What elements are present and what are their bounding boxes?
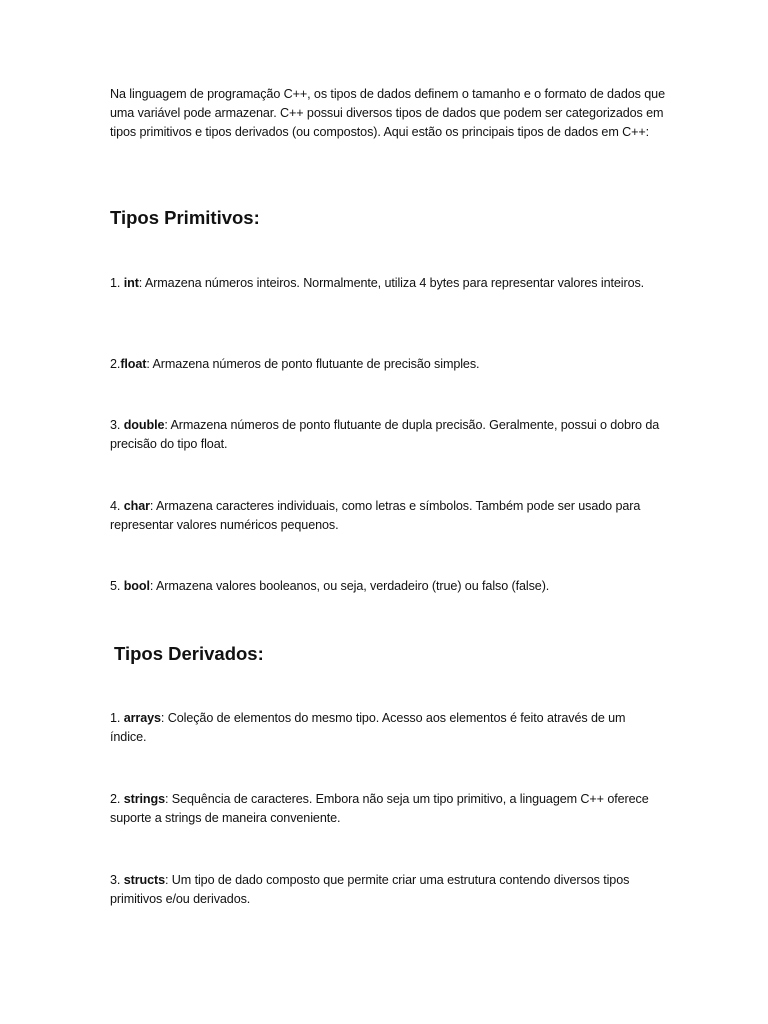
derived-item-strings bbox=[110, 790, 665, 828]
item-description: : Armazena números de ponto flutuante de dupla precisão. Geralmente, possui o dobro da precisão do tipo float. bbox=[110, 418, 660, 451]
primitive-item-bool bbox=[110, 577, 665, 596]
item-number: 3. bbox=[110, 418, 124, 432]
derived-item-arrays bbox=[110, 709, 665, 747]
item-number: 2. bbox=[110, 792, 124, 806]
primitive-item-double bbox=[110, 416, 665, 454]
primitive-item-int bbox=[110, 274, 665, 293]
item-description: : Armazena valores booleanos, ou seja, verdadeiro (true) ou falso (false). bbox=[149, 579, 550, 593]
item-number: 1. bbox=[110, 711, 124, 725]
item-term: double bbox=[123, 418, 165, 432]
item-description: : Armazena caracteres individuais, como letras e símbolos. Também pode ser usado para representar valores numéricos pequenos. bbox=[110, 499, 641, 532]
item-description: : Armazena números inteiros. Normalmente, utiliza 4 bytes para representar valores inteiros. bbox=[138, 276, 645, 290]
item-term: char bbox=[123, 499, 150, 513]
derived-item-structs bbox=[110, 871, 665, 909]
item-number: 3. bbox=[110, 873, 124, 887]
intro-paragraph: Na linguagem de programação C++, os tipos de dados definem o tamanho e o formato de dados que uma variável pode armazenar. C++ possui diversos tipos de dados que podem ser categorizados em tipos primitivos e tipos derivados (ou compostos). Aqui estão os principais tipos de dados em C++: bbox=[110, 87, 665, 139]
item-description: : Sequência de caracteres. Embora não seja um tipo primitivo, a linguagem C++ oferece suporte a strings de maneira conveniente. bbox=[110, 792, 649, 825]
item-number: 1. bbox=[110, 276, 124, 290]
item-number: 5. bbox=[110, 579, 124, 593]
item-term: strings bbox=[123, 792, 165, 806]
item-term: arrays bbox=[123, 711, 161, 725]
item-description: : Coleção de elementos do mesmo tipo. Acesso aos elementos é feito através de um índice. bbox=[110, 711, 626, 744]
primitive-item-float bbox=[110, 355, 665, 374]
item-number: 4. bbox=[110, 499, 124, 513]
item-description: : Armazena números de ponto flutuante de precisão simples. bbox=[146, 357, 480, 371]
item-term: float bbox=[120, 357, 147, 371]
item-term: int bbox=[123, 276, 139, 290]
item-number: 2. bbox=[110, 357, 121, 371]
primitive-types-heading: Tipos Primitivos: bbox=[110, 207, 260, 228]
primitive-item-char bbox=[110, 497, 665, 535]
item-description: : Um tipo de dado composto que permite criar uma estrutura contendo diversos tipos primitivos e/ou derivados. bbox=[110, 873, 630, 906]
item-term: structs bbox=[123, 873, 165, 887]
derived-types-heading: Tipos Derivados: bbox=[114, 643, 264, 664]
item-term: bool bbox=[123, 579, 150, 593]
